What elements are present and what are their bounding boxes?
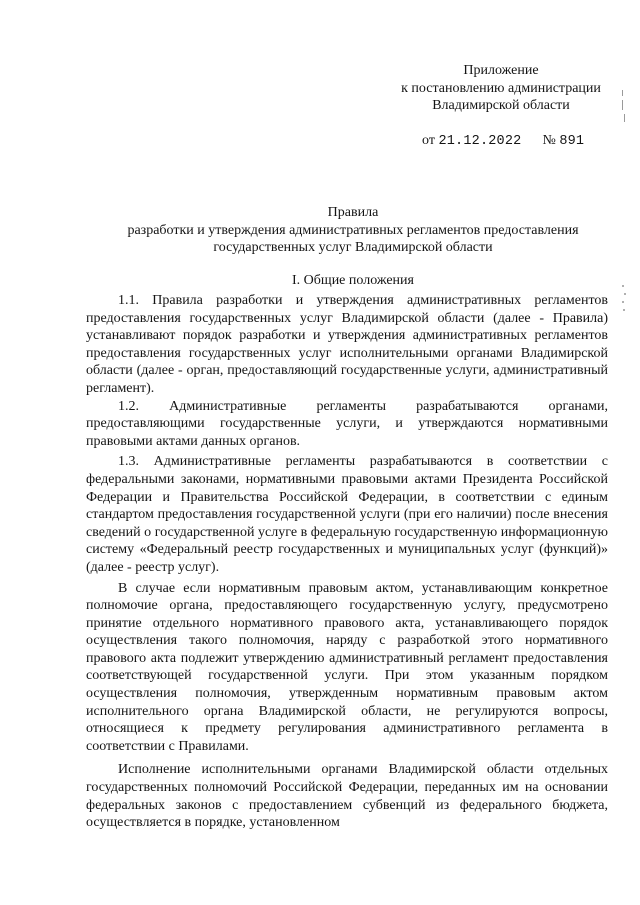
margin-scan-marks: [618, 88, 630, 128]
section-heading: I. Общие положения: [292, 273, 414, 288]
appendix-resolution-line: к постановлению администрации: [401, 80, 601, 96]
appendix-header: [386, 62, 616, 115]
appendix-region-line: Владимирской области: [432, 98, 570, 113]
margin-scan-dots: [620, 285, 628, 315]
paragraph-1-3: 1.3. Административные регламенты разрабатываются в соответствии с федеральными законами, нормативными правовыми актами Президента Российской Федерации и Правительства Российской Федерации, в соответствии с единым стандартом предоставления государственной услуги (при его наличии) после внесения сведений о государственной услуге в федеральную государственную информационную систему «Федеральный реестр государственных и муниципальных услуг (функций)» (далее - реестр услуг).: [86, 454, 608, 575]
order-date-number: [422, 133, 584, 149]
paragraph-case: В случае если нормативным правовым актом, устанавливающим конкретное полномочие органа, предоставляющего государственную услугу, предусмотрено принятие отдельного нормативного правового акта, устанавливающего порядок осуществления такого полномочия, наряду с разработкой этого нормативного правового акта подлежит утверждению административный регламент предоставления соответствующей государственной услуги. При этом указанным порядком осуществления полномочия, утвержденным нормативным правовым актом исполнительного органа Владимирской области, не регулируются вопросы, относящиеся к предмету регулирования административного регламента в соответствии с Правилами.: [86, 580, 608, 754]
title-line-3: государственных услуг Владимирской области: [213, 240, 493, 255]
paragraph-1-2: 1.2. Административные регламенты разрабатываются органами, предоставляющими государственные услуги, и утверждаются нормативными правовыми актами данных органов.: [86, 398, 608, 449]
order-prefix: от: [422, 133, 435, 148]
order-date: 21.12.2022: [438, 134, 522, 149]
title-line-2: разработки и утверждения административных регламентов предоставления: [127, 222, 579, 238]
document-title: [86, 204, 620, 257]
paragraph-1-1: 1.1. Правила разработки и утверждения административных регламентов предоставления государственных услуг Владимирской области (далее - Правила) устанавливают порядок разработки и утверждения административных регламентов предоставления государственных услуг исполнительными органами Владимирской области (далее - орган, предоставляющий государственные услуги, административный регламент).: [86, 293, 608, 396]
order-number-sign: №: [542, 133, 556, 148]
paragraph-execution: Исполнение исполнительными органами Владимирской области отдельных государственных полномочий Российской Федерации, переданных им на основании федеральных законов с предоставлением субвенций из федерального бюджета, осуществляется в порядке, установленном: [86, 762, 608, 831]
appendix-label: Приложение: [463, 63, 539, 78]
document-body: [86, 292, 608, 832]
title-word: Правила: [327, 205, 379, 220]
order-number: 891: [559, 134, 585, 149]
